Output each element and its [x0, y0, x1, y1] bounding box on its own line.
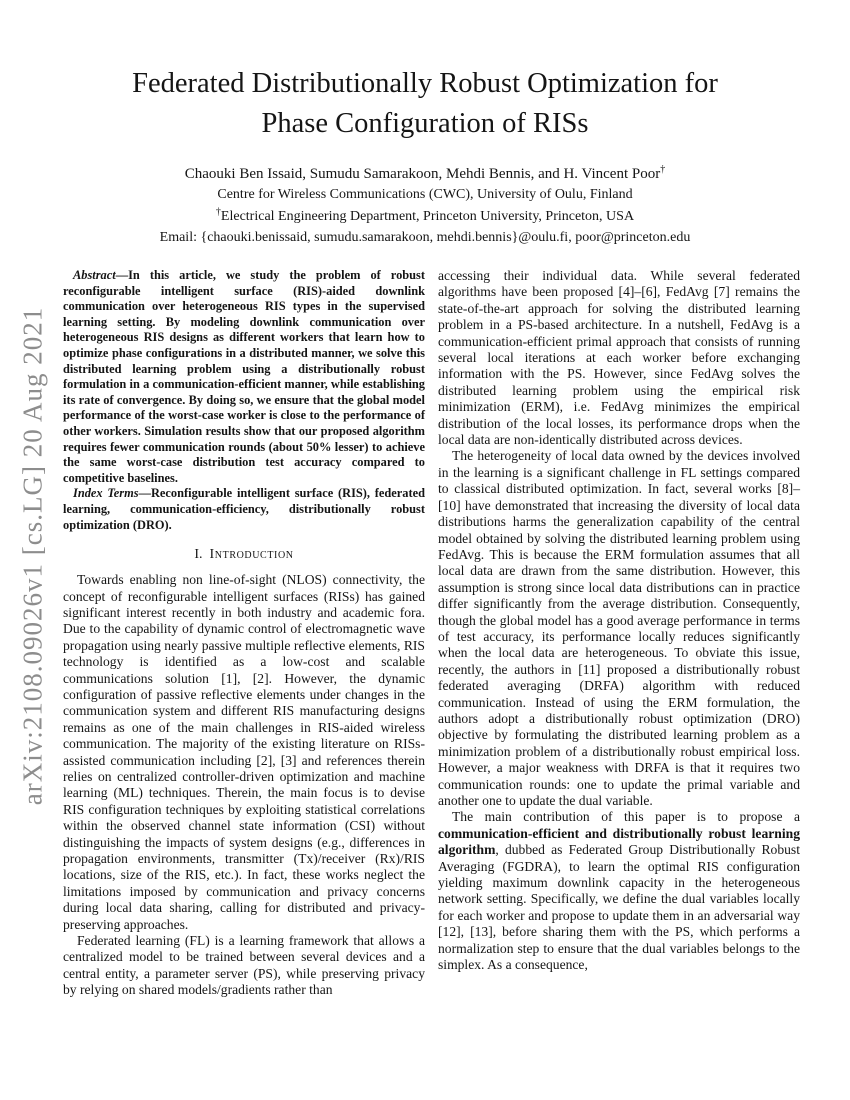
index-terms-paragraph	[63, 486, 425, 533]
title-line-2: Phase Configuration of RISs	[261, 108, 589, 139]
paragraph-4-suffix: , dubbed as Federated Group Distributionally Robust Averaging (FGDRA), to learn the optimal RIS configuration yielding maximum downlink capacity in the heterogeneous network setting. Specifically, we define the dual variables locally for each worker and propose to update them in an adversarial way [12], [13], before sharing them with the PS, which performs a normalization step to ensure that the dual variables belongs to the simplex. As a consequence,	[438, 842, 800, 973]
affiliation-dagger-icon: †	[215, 205, 221, 217]
paragraph-4-bold-phrase: communication-efficient and distributionally robust learning algorithm	[438, 825, 800, 858]
index-terms-text: —Reconfigurable intelligent surface (RIS), federated learning, communication-efficiency, distributionally robust optimization (DRO).	[63, 486, 425, 532]
title-line-1: Federated Distributionally Robust Optimization for	[132, 68, 718, 99]
abstract-paragraph	[63, 268, 425, 486]
intro-paragraph-3: The heterogeneity of local data owned by the devices involved in the learning is a significant challenge in FL settings compared to classical distributed optimization. In fact, several works [8]–[10] have demonstrated that increasing the diversity of local data distributions harms the generalization capability of the central model obtained by solving the distributed learning problem using FedAvg. This is because the ERM formulation assumes that all local data are drawn from the same distribution. However, this assumption is strong since local data distributions can in practice differ significantly from the average distribution. Consequently, though the global model has a good average performance in terms of test accuracy, its performance locally reduces significantly when the local data are heterogeneous. To obviate this issue, recently, the authors in [11] proposed a distributionally robust federated averaging (DRFA) algorithm with reduced communication. Instead of using the ERM formulation, the authors adopt a distributionally robust optimization (DRO) objective by formulating the distributed learning problem as a minimization problem of a distributionally robust empirical loss. However, a major weakness with DRFA is that it requires two communication rounds: one to update the primal variable and another one to update the dual variable.	[438, 448, 800, 808]
section-title: Introduction	[209, 547, 294, 563]
intro-paragraph-2-right: accessing their individual data. While several federated algorithms have been proposed [4]–[6], FedAvg [7] remains the state-of-the-art approach for solving the distributed learning problem in a PS-based architecture. In a nutshell, FedAvg is a communication-efficient primal approach that consists of running several local iterations at each worker before exchanging information with the PS. However, since FedAvg solves the distributed learning problem using the empirical risk minimization (ERM), i.e. FedAvg minimizes the empirical distribution of the local losses, its performance drops when the local data are non-identically distributed across devices.	[438, 268, 800, 448]
authors-text: Chaouki Ben Issaid, Sumudu Samarakoon, Mehdi Bennis, and H. Vincent Poor	[184, 166, 661, 182]
authors-line	[0, 165, 850, 184]
arxiv-watermark: arXiv:2108.09026v1 [cs.LG] 20 Aug 2021	[17, 306, 48, 806]
affiliation-princeton	[0, 206, 850, 228]
abstract-label: Abstract	[73, 268, 116, 282]
section-heading-introduction	[63, 547, 425, 563]
paragraph-4-prefix: The main contribution of this paper is to propose a	[452, 809, 800, 825]
authors-dagger: †	[660, 164, 666, 175]
intro-paragraph-1: Towards enabling non line-of-sight (NLOS) connectivity, the concept of reconfigurable intelligent surfaces (RISs) has gained significant interest recently in both industry and academic fora. Due to the capability of dynamic control of electromagnetic wave propagation using nearly passive multiple reflective elements, RIS technology is identified as a low-cost and scalable communications solution [1], [2]. However, the dynamic configuration of passive reflective elements under changes in the communication system and different RIS manufacturing designs remains as one of the main challenges in RIS-aided wireless communication. The majority of the existing literature on RISs-assisted communication including [2], [3] and references therein relies on centralized controller-driven optimization and machine learning (ML) techniques. Therein, the main focus is to devise RIS configuration techniques by exploiting statistical correlations within the observed channel state information (CSI) without distinguishing the impacts of system designs (e.g., differences in propagation environments, transmitter (Tx)/receiver (Rx)/RIS locations, size of the RIS, etc.). In fact, these works neglect the limitations imposed by communication and privacy concerns during local data sharing, calling for distributed and privacy-preserving approaches.	[63, 572, 425, 932]
column-left	[63, 268, 425, 999]
email-line: Email: {chaouki.benissaid, sumudu.samarakoon, mehdi.bennis}@oulu.fi, poor@princeton.edu	[159, 230, 691, 245]
paper-header	[0, 64, 850, 249]
affiliation-oulu: Centre for Wireless Communications (CWC), University of Oulu, Finland	[217, 187, 633, 202]
abstract-text: —In this article, we study the problem of robust reconfigurable intelligent surface (RIS)-aided downlink communication over heterogeneous RIS types in the supervised learning setting. By modeling downlink communication over heterogeneous RIS designs as different workers that learn how to optimize phase configurations in a distributed manner, we solve this distributed learning problem using a distributionally robust formulation in a communication-efficient manner, while establishing its rate of convergence. By doing so, we ensure that the global model performance of the worst-case worker is close to the performance of other workers. Simulation results show that our proposed algorithm requires fewer communication rounds (about 50% lesser) to achieve the same worst-case distribution test accuracy compared to competitive baselines.	[63, 268, 425, 485]
intro-paragraph-2-left: Federated learning (FL) is a learning framework that allows a centralized model to be trained between several devices and a central entity, a parameter server (PS), while preserving privacy by relying on shared models/gradients rather than	[63, 933, 425, 998]
section-number: I.	[194, 547, 203, 563]
paper-title	[0, 64, 850, 144]
index-terms-label: Index Terms	[73, 486, 139, 501]
column-right	[438, 268, 800, 973]
affiliation-princeton-text: Electrical Engineering Department, Princeton University, Princeton, USA	[220, 208, 635, 224]
intro-paragraph-4	[438, 809, 800, 973]
